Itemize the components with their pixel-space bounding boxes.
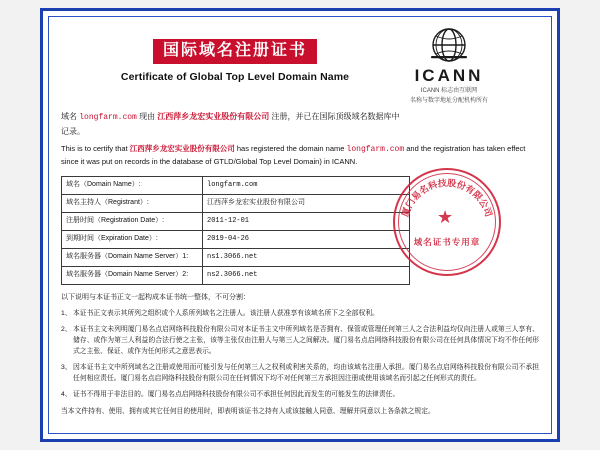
globe-icon: [425, 25, 473, 69]
table-row: [62, 249, 410, 267]
declaration-en-line1a: This is to certify that: [61, 144, 128, 153]
declaration-cn-domain: longfarm.com: [79, 113, 137, 122]
note-text: 因本证书主文中所列域名之注册或使用而可能引发与任何第三人之权利或利害关系的，均由该域名注册人承担。厦门易名点启网络科技股份有限公司不承担任何相应责任。厦门易名点启网络科技股份有限公司在任何情况下均不对任何第三方承担因注册或使用该域名而引起之任何形式的责任。: [73, 363, 539, 382]
declaration-cn-mid2: 注册，并已在国际顶级域名数据库中: [271, 112, 400, 121]
declaration-cn-line2: 记录。: [61, 127, 85, 136]
seal-arc-label: 厦门易名科技股份有限公司: [400, 177, 494, 219]
note-number: 2、: [61, 325, 72, 333]
notes-tail: 当本文件持有、使用、拥有或其它任何目的使用时，即表明该证书之持有人或该接触人同意、理解并同意以上各条款之规定。: [61, 407, 435, 415]
table-cell-key: 域名（Domain Name）:: [62, 177, 203, 195]
note-text: 本证书主文未列明厦门易名点启网络科技股份有限公司对本证书主文中所列域名是否拥有、保管或管理任何第三人之合法利益均仅向注册人或第三人享有、储存、或作为第三人利益的合法行使之主张，该等主张仅由注册人与第三人之间解决。厦门易名点启网络科技股份有限公司在任何具体情况下均不作任何形式之主张、保证、或作为任何形式之意思表示。: [73, 325, 539, 355]
table-cell-value: 江西萍乡龙宏实业股份有限公司: [203, 195, 410, 213]
table-cell-key: 域名服务器（Domain Name Server）1:: [62, 249, 203, 267]
certificate-content: [61, 25, 539, 429]
seal-star-icon: ★: [437, 207, 454, 228]
note-number: 3、: [61, 363, 72, 371]
info-table-wrap: [61, 176, 539, 285]
list-item: [61, 324, 539, 357]
certificate-header: [61, 25, 539, 107]
declaration-cn: [61, 111, 539, 138]
declaration-en-line1b: has registered the domain name: [236, 144, 345, 153]
declaration-en-line2: and the registration has taken effect since it was put on records in the database of GTLD/Global Top: [61, 144, 526, 167]
note-number: 1、: [61, 309, 72, 317]
declaration-cn-label: 域名: [61, 112, 77, 121]
list-item: [61, 308, 539, 319]
notes-heading: 以下说明与本证书正文一起构成本证书统一整体，不可分割：: [61, 294, 250, 302]
certificate-border: [40, 8, 560, 442]
seal-bottom-label: 域名证书专用章: [413, 237, 481, 248]
declaration-en: [61, 143, 539, 168]
domain-info-table: [61, 176, 410, 285]
table-cell-key: 注册时间（Registration Date）:: [62, 213, 203, 231]
icann-logo-block: [365, 25, 533, 105]
table-cell-value: ns1.3066.net: [203, 249, 410, 267]
table-cell-key: 到期时间（Expiration Date）:: [62, 231, 203, 249]
table-cell-key: 域名主持人（Registrant）:: [62, 195, 203, 213]
note-text: 本证书正文表示其所列之组织或个人系所列域名之注册人。该注册人获准享有该域名所下之全部权利。: [73, 309, 379, 317]
icann-wordmark: ICANN: [414, 66, 484, 85]
table-cell-value: ns2.3066.net: [203, 267, 410, 285]
table-cell-value: 2019-04-26: [203, 231, 410, 249]
icann-sub-line-2: 名称与数字地址分配机构所有: [409, 97, 488, 104]
declaration-en-owner: 江西萍乡龙宏实业股份有限公司: [129, 144, 235, 153]
declaration-en-domain: longfarm.com: [346, 145, 405, 154]
list-item: [61, 362, 539, 384]
table-row: [62, 213, 410, 231]
table-cell-value: 2011-12-01: [203, 213, 410, 231]
table-row: [62, 231, 410, 249]
company-seal: [393, 168, 505, 280]
list-item: [61, 389, 539, 400]
note-number: 4、: [61, 390, 72, 398]
icann-sub-line-1: ICANN 标志由互联网: [420, 87, 478, 94]
page-title-en: Certificate of Global Top Level Domain Name: [120, 70, 350, 83]
page-title-cn: 国际域名注册证书: [153, 39, 317, 64]
declaration-cn-owner: 江西萍乡龙宏实业股份有限公司: [157, 112, 270, 121]
declaration-en-line3: Level Domain) in ICANN.: [273, 157, 358, 167]
table-row: [62, 267, 410, 285]
table-cell-key: 域名服务器（Domain Name Server）2:: [62, 267, 203, 285]
notes-list: [61, 308, 539, 400]
table-row: [62, 177, 410, 195]
declaration-cn-mid1: 现由: [139, 112, 156, 121]
note-text: 证书不得用于非法目的。厦门易名点启网络科技股份有限公司不承担任何因此而发生的可能发生的法律责任。: [73, 390, 400, 398]
table-row: [62, 195, 410, 213]
title-block: [85, 39, 385, 83]
table-cell-value: longfarm.com: [203, 177, 410, 195]
